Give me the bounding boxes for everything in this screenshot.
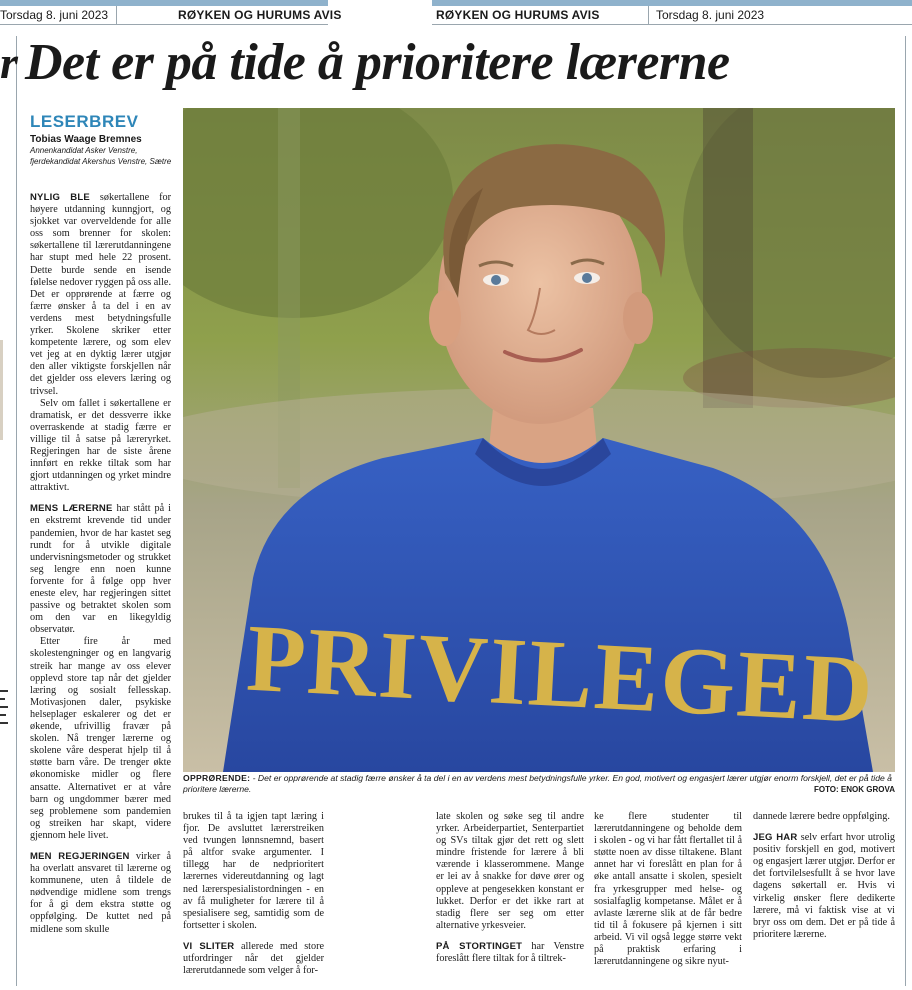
article-column-3 [436,811,584,989]
shirt-print: PRIVILEGED [244,603,878,744]
paragraph: ke flere studenter til lærerutdanningene og beholde dem i skolen - og vi har fått flertallet til å støtte noen av disse tiltakene. Blant annet har vi foreslått en plan for å øke antall ansatte i skolen, spesielt fra yrkesgrupper med helse- og sosialfaglig kompetanse. Målet er å avlaste lærerne slik at de får bedre tid til å fokusere på kjernen i sitt arbeid. Vi vil også legge større vekt på praktisk erfaring i lærerutdanningene og sikre nyut- [594,811,742,968]
paragraph: Etter fire år med skolestengninger og en langvarig streik har mange av oss elever opplevd store tap når det gjelder læring og sosialt fellesskap. Motivasjonen daler, psykiske helseplager eskalerer og det er økende, ufrivillig fravær på skolen. Nå trenger lærerne og skolene våre desperat hjelp til å støtte barn våre. De trenger økte økonomiske midler og flere ansatte. Alternativet er at våre barn og ungdommer bærer med seg problemene som pandemien og streiken har skapt, videre gjennom hele livet. [30,636,171,841]
author-name: Tobias Waage Bremnes [30,134,142,145]
caption-text: - Det er opprørende at stadig færre ønsker å ta del i en av verdens mest betydningsfulle yrker. En god, motivert og engasjert lærer utgjør enorm forskjell, det er på tide å prioritere lærerne. [183,773,892,794]
paragraph: MENS LÆRERNE har stått på i en ekstremt krevende tid under pandemien, hvor de har kastet seg rundt for å utvikle digitale undervisningsmetoder og strukket seg lengre enn noen kunne forvente for å følge opp hver eneste elev, har regjeringen sittet passive og betraktet skolen som om den var en likegyldig observatør. [30,503,171,636]
article-column-1 [30,192,171,988]
paragraph: VI SLITER allerede med store utfordringer når det gjelder lærerutdannede som velger å for- [183,940,324,977]
page-gutter-line [905,36,906,986]
header-rule [0,24,328,25]
photo-credit: FOTO: ENOK GROVA [813,785,895,794]
paragraph: MEN REGJERINGEN virker å ha overlatt ansvaret til lærerne og kommunene, uten å tildele de nødvendige midlene som trengs for å gi dem ekstra støtte og oppfølging. De kuttet ned på midlene som skulle [30,850,171,935]
header-rule [432,24,912,25]
paragraph: late skolen og søke seg til andre yrker. Arbeiderpartiet, Senterpartiet og SVs tiltak gjør det rett og slett mindre fristende for lærere å bli værende i klasserommene. Mange er lei av å snakke for døve ører og oppleve at pengesekken konstant er lukket. Derfor er det ikke rart at stadig flere ser seg om etter alternative yrkesveier. [436,811,584,931]
photo-caption [183,773,895,795]
caption-label: OPPRØRENDE: [183,773,251,783]
header-date-left: Torsdag 8. juni 2023 [0,8,109,22]
paragraph: NYLIG BLE søkertallene for høyere utdanning kunngjort, og sjokket var overveldende for alle oss som brenner for skolen: søkertallene til lærerutdanningene har stupt med hele 22 prosent. Dette burde sende en isende følelse nedover ryggen på oss alle. Det er opprørende at færre og færre ønsker å ta del i en av verdens mest betydningsfulle yrker. Skolene skriker etter kompetente lærere, og som elev vet jeg at en dyktig lærer utgjør den aller viktigste forskjellen når det gjelder oss elevers læring og trivsel. [30,192,171,397]
article-column-5 [753,811,895,989]
paragraph: JEG HAR selv erfart hvor utrolig positiv forskjell en god, motivert og engasjert lærer utgjør. Derfor er det fortvilelsesfullt å se hvor lave dagens søkertall er. Hvis vi virkelig ønsker flere dedikerte lærere, må vi faktisk vise at vi bryr oss om dem. Det er på tide å prioritere lærerne. [753,832,895,940]
adjacent-page-fragment [0,340,14,960]
header-divider [648,6,649,24]
page-header-strip [0,0,912,30]
paragraph: brukes til å ta igjen tapt læring i fjor. De avsluttet lærerstreiken ved tvungen lønnsnemnd, basert på altfor svake argumenter. I tillegg har de nedprioritert lærernes videreutdanning og lagt ned lærerspesialistordningen - en av få muligheter for lærere til å spesialisere seg, samtidig som de fortsetter i skolen. [183,811,324,931]
portrait-photo [183,108,895,772]
paragraph: Selv om fallet i søkertallene er dramatisk, er det dessverre ikke overraskende at stadig færre er villige til å satse på læreryrket. Regjeringen har de siste årene innført en rekke tiltak som har gjort utdanningen og yrket mindre attraktivt. [30,397,171,494]
author-affiliation: Annenkandidat Asker Venstre, fjerdekandidat Akershus Venstre, Sætre [30,146,172,166]
article-column-2 [183,811,324,989]
section-label: LESERBREV [30,112,139,131]
paragraph: PÅ STORTINGET har Venstre foreslått flere tiltak for å tiltrek- [436,940,584,965]
header-divider [116,6,117,24]
article-photo [183,108,895,772]
adjacent-page-fragment: r [0,37,18,88]
header-paper-left: RØYKEN OG HURUMS AVIS [178,8,342,22]
header-bar-left [0,0,328,6]
page-gutter-line [16,36,17,986]
header-paper-right: RØYKEN OG HURUMS AVIS [436,8,600,22]
header-bar-right [432,0,912,6]
article-column-4 [594,811,742,989]
article-headline: Det er på tide å prioritere lærerne [25,34,730,91]
paragraph: dannede lærere bedre oppfølging. [753,811,890,822]
header-date-right: Torsdag 8. juni 2023 [656,8,765,22]
